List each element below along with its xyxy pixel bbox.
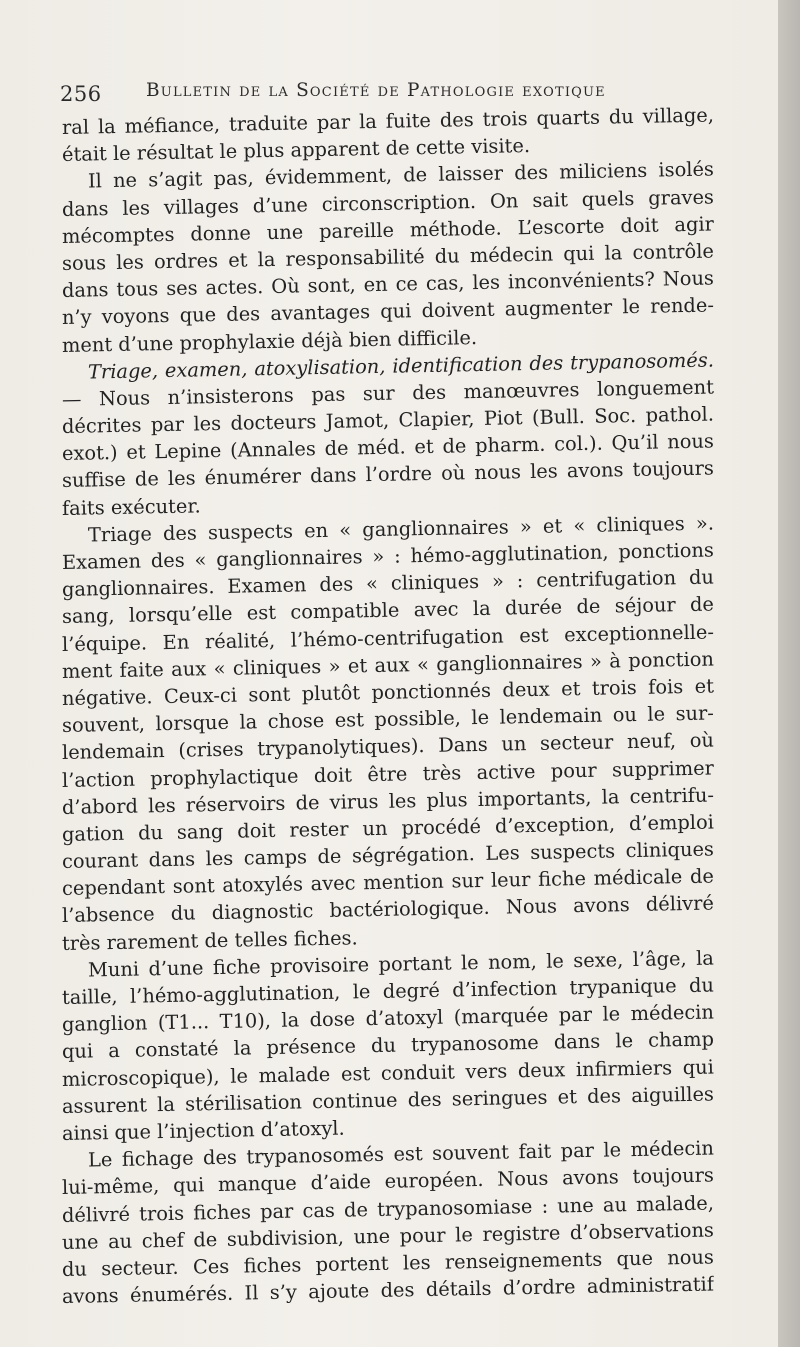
text-line: l’action prophylactique doit être très active pour supprimer <box>61 755 715 792</box>
text-line: sang, lorsqu’elle est compatible avec la durée de séjour de <box>61 592 715 629</box>
text-line: exot.) et Lepine (Annales de méd. et de pharm. col.). Qu’il nous <box>61 429 715 466</box>
text-line: très rarement de telles fiches. <box>61 925 358 955</box>
text-line: Examen des « ganglionnaires » : hémo-agglutination, ponctions <box>61 538 715 574</box>
text-line: l’absence du diagnostic bactériologique. Nous avons délivré <box>61 891 715 928</box>
page-header <box>60 76 720 106</box>
text-line: délivré trois fiches par cas de trypanosomiase : une au malade, <box>61 1190 715 1227</box>
text-line: — Nous n’insisterons pas sur des manœuvres longuement <box>61 375 715 411</box>
text-line: avons énumérés. Il s’y ajoute des détails d’ordre administratif <box>61 1272 715 1309</box>
text-line: lui-même, qui manque d’aide européen. Nous avons toujours <box>61 1163 715 1200</box>
text-line: Triage des suspects en « ganglionnaires » et « cliniques ». <box>87 511 715 547</box>
page-number: 256 <box>60 82 102 106</box>
text-line: sous les ordres et la responsabilité du médecin qui la contrôle <box>61 239 715 275</box>
text-line: mécomptes donne une pareille méthode. L’escorte doit agir <box>61 212 715 248</box>
text-line: souvent, lorsque la chose est possible, le lendemain ou le sur- <box>61 701 715 738</box>
text-line: Le fichage des trypanosomés est souvent fait par le médecin <box>87 1136 715 1172</box>
text-line: microscopique), le malade est conduit vers deux infirmiers qui <box>61 1055 715 1091</box>
text-line: ment faite aux « cliniques » et aux « ganglionnaires » à ponction <box>61 647 715 683</box>
text-line: ganglionnaires. Examen des « cliniques » : centrifugation du <box>61 565 715 602</box>
text-line: suffise de les énumérer dans l’ordre où nous les avons toujours <box>61 456 715 493</box>
text-line: faits exécuter. <box>61 493 201 520</box>
text-line: Il ne s’agit pas, évidemment, de laisser des miliciens isolés <box>87 157 715 193</box>
text-line: du secteur. Ces fiches portent les renseignements que nous <box>61 1245 715 1281</box>
text-line: ment d’une prophylaxie déjà bien difficile. <box>61 325 478 357</box>
text-line: gation du sang doit rester un procédé d’exception, d’emploi <box>61 810 715 846</box>
page-edge <box>778 0 800 1347</box>
text-line: dans tous ses actes. Où sont, en ce cas, les inconvénients? Nous <box>61 266 715 303</box>
text-line: Triage, examen, atoxylisation, identification des trypanosomés. <box>87 348 715 384</box>
text-line: assurent la stérilisation continue des seringues et des aiguilles <box>61 1082 715 1118</box>
text-line: ral la méfiance, traduite par la fuite des trois quarts du village, <box>61 103 715 139</box>
text-line: courant dans les camps de ségrégation. Les suspects cliniques <box>61 837 715 874</box>
text-line: ganglion (T1... T10), la dose d’atoxyl (marquée par le médecin <box>61 1000 715 1037</box>
text-line: lendemain (crises trypanolytiques). Dans un secteur neuf, où <box>61 728 715 765</box>
text-line: qui a constaté la présence du trypanosome dans le champ <box>61 1027 715 1064</box>
text-line: dans les villages d’une circonscription. On sait quels graves <box>61 185 715 221</box>
body-text <box>61 103 715 1310</box>
running-title: Bulletin de la Société de Pathologie exotique <box>146 80 606 101</box>
text-line: était le résultat le plus apparent de cette visite. <box>61 134 531 167</box>
text-line: Muni d’une fiche provisoire portant le nom, le sexe, l’âge, la <box>87 946 715 982</box>
text-line: taille, l’hémo-agglutination, le degré d’infection trypanique du <box>61 973 715 1009</box>
text-line: n’y voyons que des avantages qui doivent augmenter le rende- <box>61 293 715 330</box>
text-line: négative. Ceux-ci sont plutôt ponctionnés deux et trois fois et <box>61 674 715 710</box>
text-line: l’équipe. En réalité, l’hémo-centrifugation est exceptionnelle- <box>61 620 715 656</box>
text-line: une au chef de subdivision, une pour le registre d’observations <box>61 1218 715 1254</box>
text-line: ainsi que l’injection d’atoxyl. <box>61 1116 345 1145</box>
text-line: décrites par les docteurs Jamot, Clapier, Piot (Bull. Soc. pathol. <box>61 402 715 439</box>
text-line: d’abord les réservoirs de virus les plus importants, la centrifu- <box>61 783 715 819</box>
text-line: cependant sont atoxylés avec mention sur leur fiche médicale de <box>61 864 715 901</box>
